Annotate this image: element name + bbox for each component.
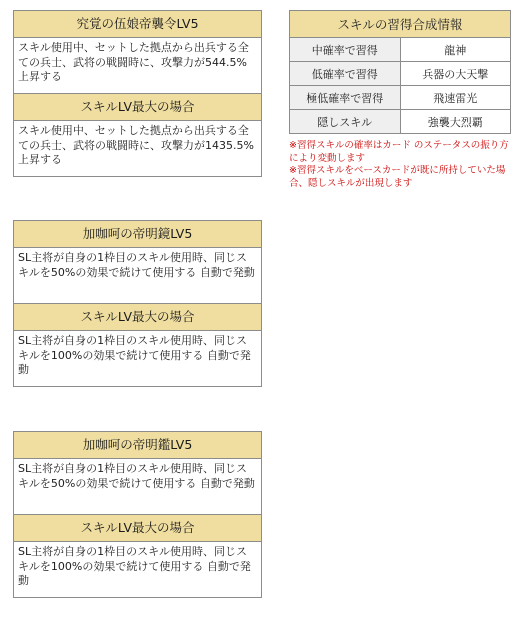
skill-description: スキル使用中、セットした拠点から出兵する全ての兵士、武将の戦闘時に、攻撃力が544.5%上昇する [14, 38, 262, 94]
info-row [290, 86, 511, 110]
skill-max-description: SL主将が自身の1枠目のスキル使用時、同じスキルを100%の効果で続けて使用する 自動で発動 [14, 542, 262, 598]
skill-table-3 [13, 431, 262, 598]
skill-description: SL主将が自身の1枠目のスキル使用時、同じスキルを50%の効果で続けて使用する 自動で発動 [14, 248, 262, 304]
skill-table-1 [13, 10, 262, 177]
skill-max-header: スキルLV最大の場合 [14, 94, 262, 121]
info-value: 飛速雷光 [400, 86, 511, 110]
skill-title: 加咖呵の帝明鏡LV5 [14, 221, 262, 248]
info-note-probability: ※習得スキルの確率はカード のステータスの振り方により変動します [289, 140, 509, 164]
info-value: 兵器の大天撃 [400, 62, 511, 86]
info-value: 強襲大烈覇 [400, 110, 511, 134]
skill-acquisition-info-table [289, 10, 511, 134]
skill-description: SL主将が自身の1枠目のスキル使用時、同じスキルを50%の効果で続けて使用する 自動で発動 [14, 459, 262, 515]
info-row [290, 62, 511, 86]
skill-title: 究覚の伍娘帝襲令LV5 [14, 11, 262, 38]
skill-table-2 [13, 220, 262, 387]
skill-max-header: スキルLV最大の場合 [14, 304, 262, 331]
info-value: 龍神 [400, 38, 511, 62]
info-title: スキルの習得合成情報 [290, 11, 511, 38]
info-label: 隠しスキル [290, 110, 401, 134]
skill-max-description: SL主将が自身の1枠目のスキル使用時、同じスキルを100%の効果で続けて使用する 自動で発動 [14, 331, 262, 387]
info-row [290, 110, 511, 134]
skill-max-header: スキルLV最大の場合 [14, 515, 262, 542]
info-note-hidden-skill: ※習得スキルをベースカードが既に所持していた場合、隠しスキルが出現します [289, 165, 506, 189]
skill-title: 加咖呵の帝明鑑LV5 [14, 432, 262, 459]
info-label: 低確率で習得 [290, 62, 401, 86]
info-row [290, 38, 511, 62]
info-label: 中確率で習得 [290, 38, 401, 62]
skill-max-description: スキル使用中、セットした拠点から出兵する全ての兵士、武将の戦闘時に、攻撃力が1435.5%上昇する [14, 121, 262, 177]
info-label: 極低確率で習得 [290, 86, 401, 110]
